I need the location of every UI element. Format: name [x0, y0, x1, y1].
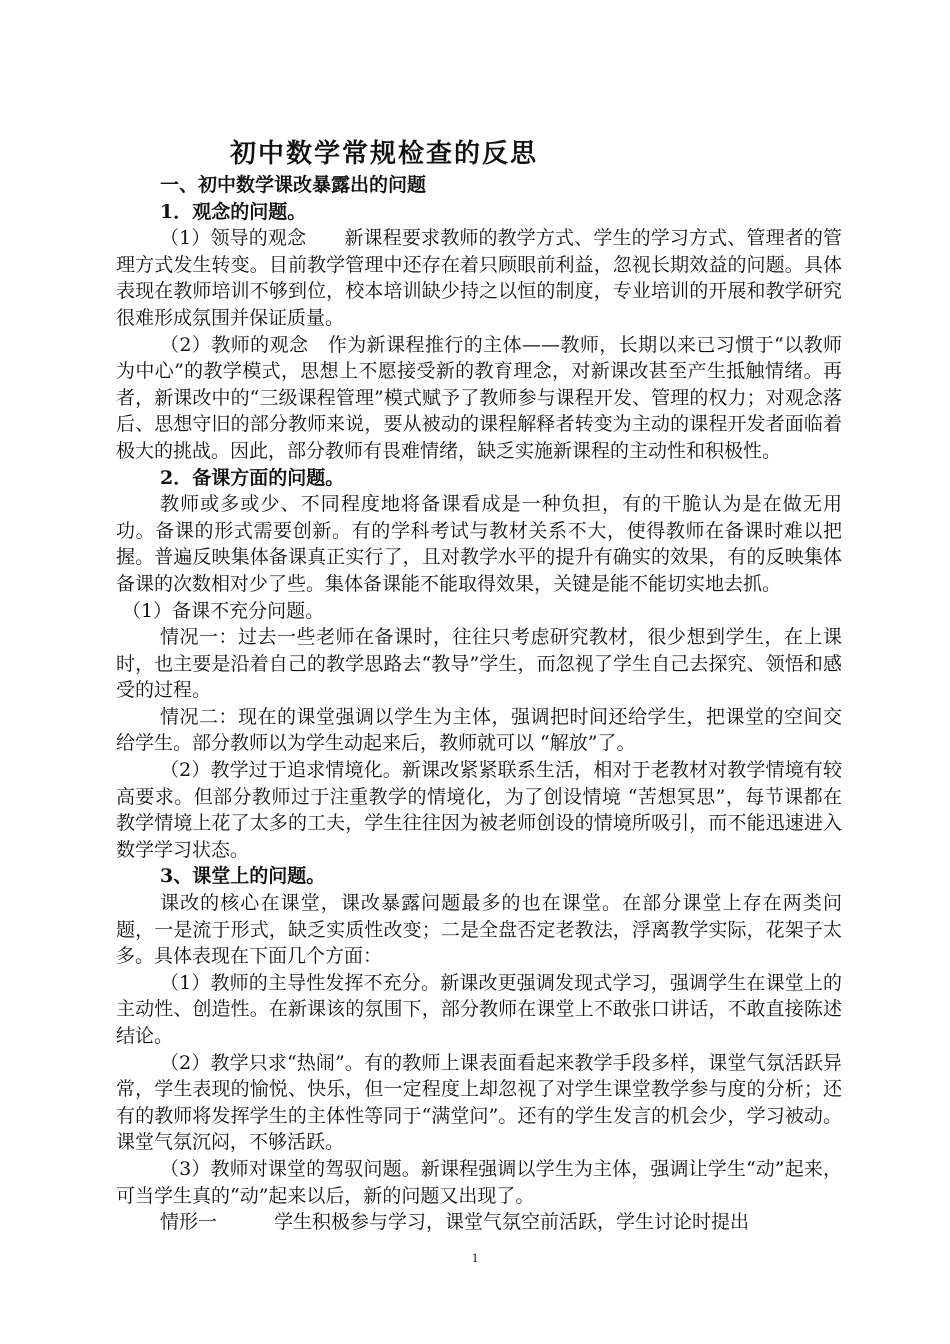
paragraph: （2）教学只求“热闹”。有的教师上课表面看起来教学手段多样，课堂气氛活跃异常，学生表现的愉悦、快乐，但一定程度上却忽视了对学生课堂教学参与度的分析；还有的教师将发挥学生的主体性等同于“满堂问”。还有的学生发言的机会少，学习被动。课堂气氛沉闷，不够活跃。: [116, 1051, 842, 1154]
section-heading: 一、初中数学课改暴露出的问题: [160, 174, 427, 196]
paragraph: （1）备课不充分问题。: [122, 599, 325, 622]
paragraph: （1）教师的主导性发挥不充分。新课改更强调发现式学习，强调学生在课堂上的主动性、创造性。在新课该的氛围下，部分教师在课堂上不敢张口讲话，不敢直接陈述结论。: [116, 971, 842, 1047]
paragraph: （2）教师的观念 作为新课程推行的主体——教师，长期以来已习惯于“以教师为中心”的教学模式，思想上不愿接受新的教育理念，对新课改甚至产生抵触情绪。再者，新课改中的“三级课程管理”模式赋予了教师参与课程开发、管理的权力；对观念落后、思想守旧的部分教师来说，要从被动的课程解释者转变为主动的课程开发者面临着极大的挑战。因此，部分教师有畏难情绪，缺乏实施新课程的主动性和积极性。: [116, 333, 842, 462]
document-title: 初中数学常规检查的反思: [230, 139, 539, 169]
section-heading: 2．备课方面的问题。: [160, 466, 345, 489]
paragraph: 情况一：过去一些老师在备课时，往往只考虑研究教材，很少想到学生，在上课时，也主要是沿着自己的教学思路去“教导”学生，而忽视了学生自己去探究、领悟和感受的过程。: [116, 626, 842, 702]
paragraph: 情形一 学生积极参与学习，课堂气氛空前活跃，学生讨论时提出: [160, 1211, 750, 1234]
document-body: [116, 172, 842, 1236]
paragraph: （3）教师对课堂的驾驭问题。新课程强调以学生为主体，强调让学生“动”起来，可当学生真的“动”起来以后，新的问题又出现了。: [116, 1157, 842, 1207]
section-heading: 1．观念的问题。: [160, 200, 307, 223]
paragraph: （1）领导的观念 新课程要求教师的教学方式、学生的学习方式、管理者的管理方式发生转变。目前教学管理中还存在着只顾眼前利益，忽视长期效益的问题。具体表现在教师培训不够到位，校本培训缺少持之以恒的制度，专业培训的开展和教学研究很难形成氛围并保证质量。: [116, 227, 842, 329]
page-number: 1: [471, 1250, 479, 1265]
paragraph: 课改的核心在课堂，课改暴露问题最多的也在课堂。在部分课堂上存在两类问题，一是流于形式，缺乏实质性改变；二是全盘否定老教法，浮离教学实际，花架子太多。具体表现在下面几个方面：: [116, 892, 842, 968]
section-heading: 3、课堂上的问题。: [160, 865, 326, 888]
paragraph: （2）教学过于追求情境化。新课改紧紧联系生活，相对于老教材对教学情境有较高要求。但部分教师过于注重教学的情境化，为了创设情境 “苦想冥思”，每节课都在教学情境上花了太多的工夫，学生往往因为被老师创设的情境所吸引，而不能迅速进入数学学习状态。: [116, 759, 842, 861]
paragraph: 情况二：现在的课堂强调以学生为主体，强调把时间还给学生，把课堂的空间交给学生。部分教师以为学生动起来后，教师就可以 “解放”了。: [116, 705, 842, 755]
paragraph: 教师或多或少、不同程度地将备课看成是一种负担，有的干脆认为是在做无用功。备课的形式需要创新。有的学科考试与教材关系不大，使得教师在备课时难以把握。普遍反映集体备课真正实行了，且对教学水平的提升有确实的效果，有的反映集体备课的次数相对少了些。集体备课能不能取得效果，关键是能不能切实地去抓。: [116, 493, 842, 595]
